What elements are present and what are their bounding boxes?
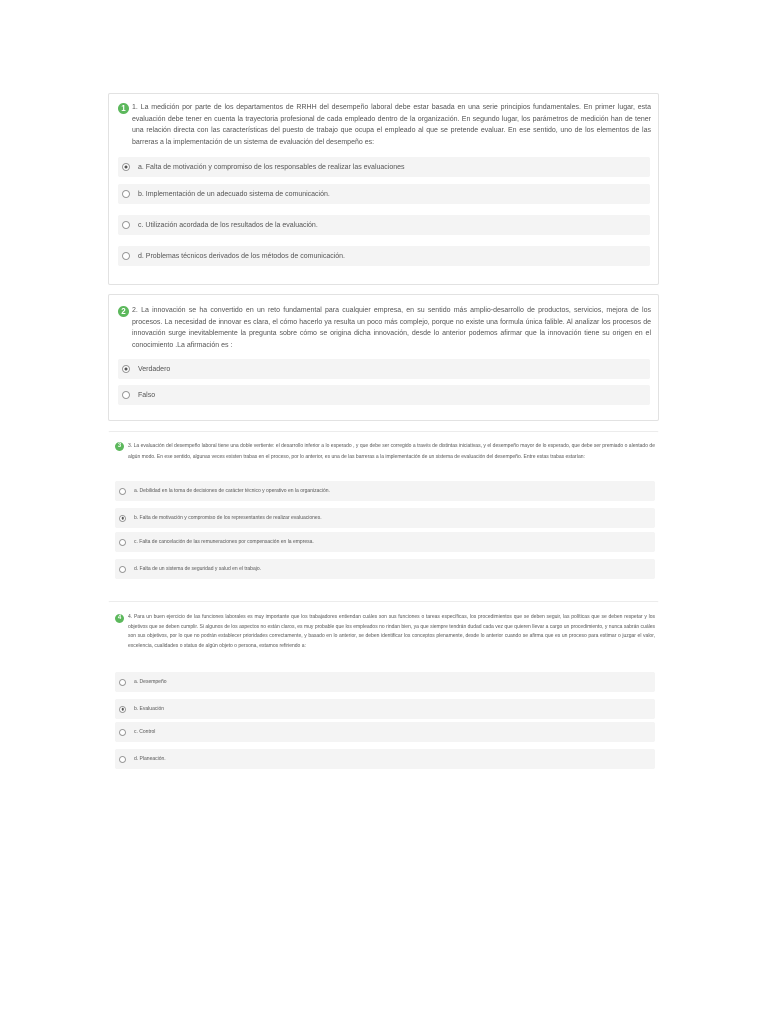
answer-option-c[interactable] (118, 215, 650, 235)
option-label: b. Evaluación (134, 706, 165, 712)
radio-button[interactable] (119, 729, 126, 736)
option-label: b. Implementación de un adecuado sistema de comunicación. (138, 190, 330, 198)
question-text: 1. La medición por parte de los departamentos de RRHH del desempeño laboral debe estar basada en una serie principios fundamentales. En primer lugar, esta evaluación debe tener en cuenta la trayectoria profesional de cada empleado dentro de la organización. En segundo lugar, los parámetros de medición han de tener una relación directa con las características del puesto de trabajo que ocupa el empleado al que se pretende evaluar. En ese sentido, uno de los elementos de las barreras a la implementación de un sistema de evaluación del desempeño es: (132, 104, 651, 146)
answer-option-a[interactable] (115, 481, 655, 501)
question-text: 4. Para un buen ejercicio de las funciones laborales es muy importante que los trabajadores entiendan cuáles son sus funciones o tareas específicas, los procedimientos que se deben seguir, las políticas que se deben respetar y los objetivos que se deben cumplir. Si algunos de los aspectos no están claros, es muy probable que los empleados no rindan bien, ya que siempre tendrán dudad cada vez que quieren llevar a cargo un procedimiento, y nunca sabrán cuáles son sus objetivos, por lo que no podrán establecer prioridades correctamente, y basado en lo anterior, se deben identificar los conceptos plenamente, desde lo anterior cuando se afirma que es un proceso para estimar o juzgar el valor, excelencia, cualidades o status de algún objeto o persona, estamos refiriendo a: (128, 614, 655, 649)
option-label: d. Problemas técnicos derivados de los métodos de comunicación. (138, 252, 345, 260)
option-label: c. Utilización acordada de los resultados de la evaluación. (138, 221, 318, 229)
answer-option-c[interactable] (115, 532, 655, 552)
radio-button[interactable] (122, 391, 130, 399)
question-text: 2. La innovación se ha convertido en un reto fundamental para cualquier empresa, en su sentido más amplio-desarrollo de productos, servicios, mejora de los procesos. La necesidad de innovar es clara, el cómo hacerlo ya resulta un poco más complejo, porque no existe una formula única falible. Al analizar los procesos de innovación surge inevitablemente la pregunta sobre cómo se origina dicha innovación, desde lo anterior podemos afirmar que la innovación tiene su origen en el conocimiento .La afirmación es : (132, 307, 651, 349)
option-label: a. Debilidad en la toma de decisiones de carácter técnico y operativo en la organización. (134, 488, 330, 494)
radio-button[interactable] (122, 221, 130, 229)
question-header (118, 305, 651, 351)
option-label: a. Desempeño (134, 679, 167, 685)
answer-option-a[interactable] (118, 157, 650, 177)
question-number-badge: 1 (118, 103, 129, 114)
question-header (115, 441, 655, 462)
question-header (118, 102, 651, 148)
question-card-3 (108, 431, 659, 585)
option-label: d. Falta de un sistema de seguridad y salud en el trabajo. (134, 566, 262, 572)
question-number-badge: 4 (115, 614, 124, 623)
question-header (115, 613, 655, 651)
radio-button-selected[interactable] (119, 515, 126, 522)
question-text: 3. La evaluación del desempeño laboral tiene una doble vertiente: el desarrollo inferior a lo esperado , y que debe ser corregido a través de distintas iniciativas, y el desempeño mayor de lo esperado, que debe ser premiado o alentado de algún modo. En ese sentido, algunas veces existen trabas en el proceso, por lo anterior, es una de las barreras a la implementación de un sistema de evaluación del desempeño. Entre estas trabas estarían: (128, 443, 655, 460)
option-label: Verdadero (138, 365, 171, 373)
option-label: d. Planeación. (134, 756, 166, 762)
answer-option-c[interactable] (115, 722, 655, 742)
radio-button[interactable] (119, 756, 126, 763)
option-label: b. Falta de motivación y compromiso de los representantes de realizar evaluaciones. (134, 515, 322, 521)
radio-button[interactable] (119, 539, 126, 546)
option-label: a. Falta de motivación y compromiso de los responsables de realizar las evaluaciones (138, 163, 405, 171)
option-label: c. Control (134, 729, 156, 735)
question-card-1 (108, 93, 659, 285)
radio-button[interactable] (122, 190, 130, 198)
answer-option-b[interactable] (118, 184, 650, 204)
answer-option-b[interactable] (115, 699, 655, 719)
radio-button[interactable] (119, 679, 126, 686)
answer-option-false[interactable] (118, 385, 650, 405)
answer-option-b[interactable] (115, 508, 655, 528)
radio-button[interactable] (119, 566, 126, 573)
answer-option-d[interactable] (115, 559, 655, 579)
question-card-4 (108, 601, 659, 773)
answer-option-true[interactable] (118, 359, 650, 379)
question-number-badge: 2 (118, 306, 129, 317)
option-label: Falso (138, 391, 156, 399)
question-number-badge: 3 (115, 442, 124, 451)
answer-option-a[interactable] (115, 672, 655, 692)
radio-button-selected[interactable] (122, 163, 130, 171)
answer-option-d[interactable] (118, 246, 650, 266)
radio-button-selected[interactable] (122, 365, 130, 373)
question-card-2 (108, 294, 659, 421)
option-label: c. Falta de cancelación de las remuneraciones por compensación en la empresa. (134, 539, 314, 545)
radio-button-selected[interactable] (119, 706, 126, 713)
answer-option-d[interactable] (115, 749, 655, 769)
radio-button[interactable] (122, 252, 130, 260)
radio-button[interactable] (119, 488, 126, 495)
